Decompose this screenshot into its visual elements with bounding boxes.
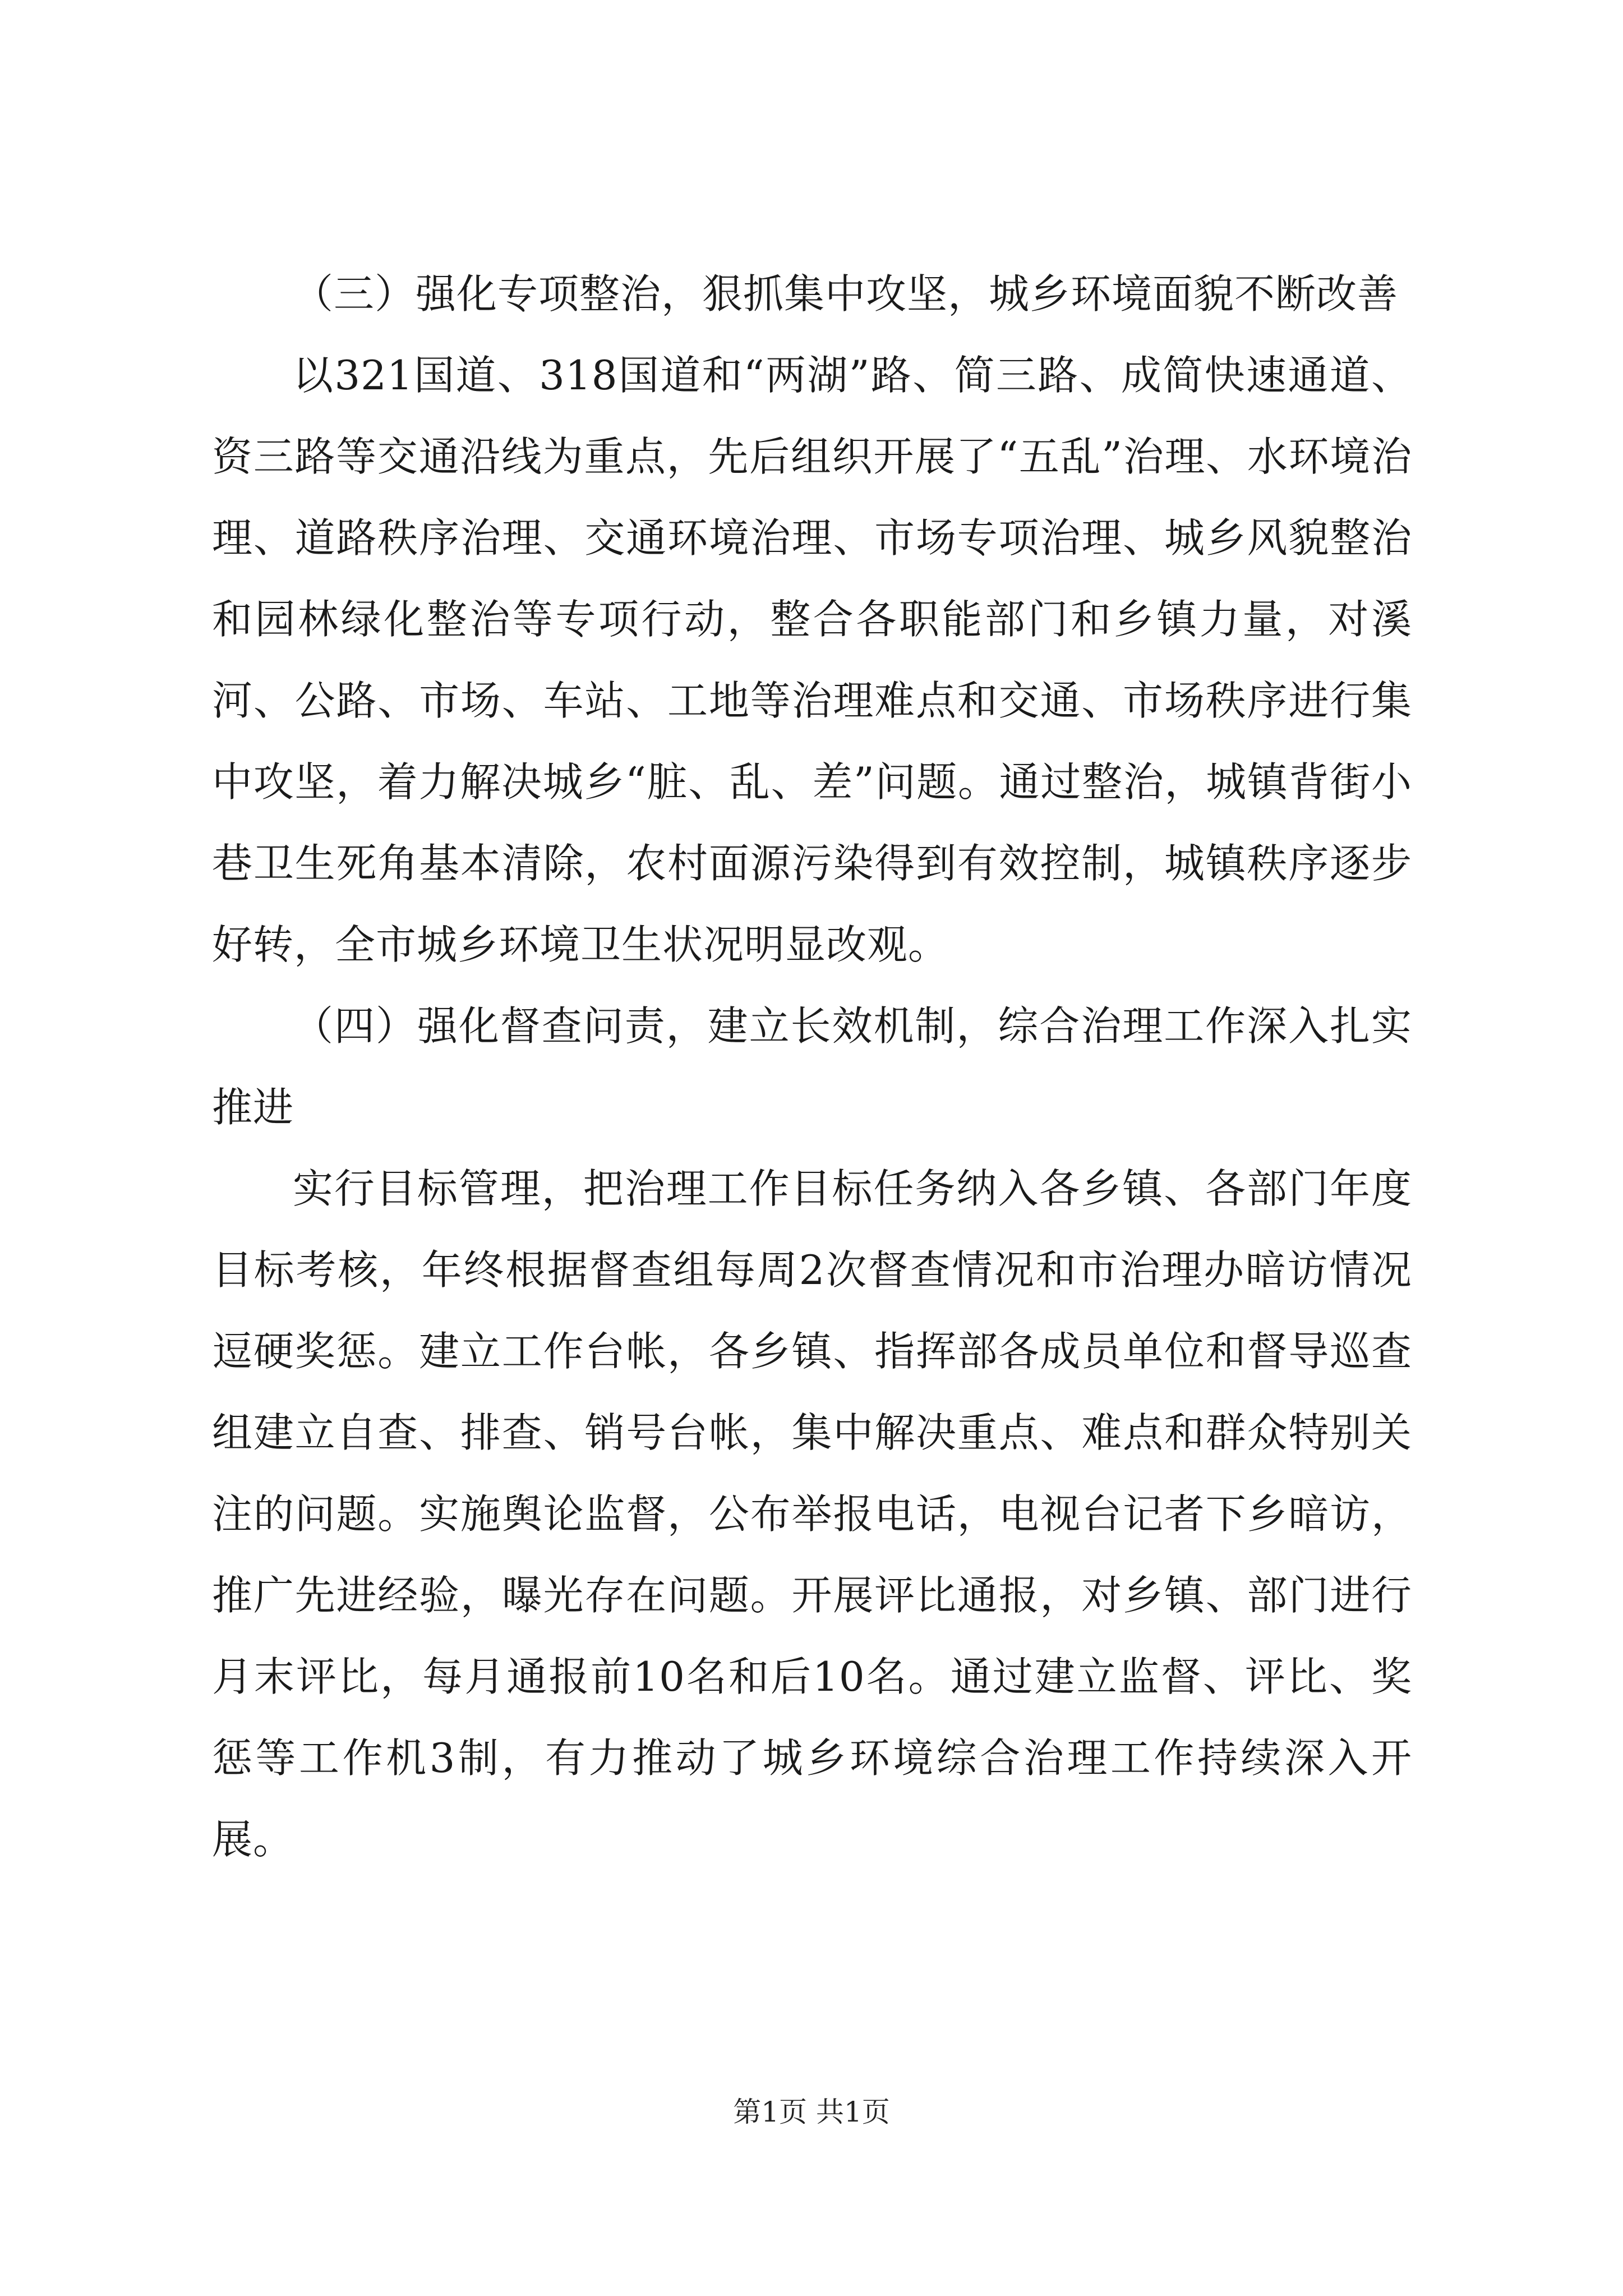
section-heading-4: （四）强化督查问责，建立长效机制，综合治理工作深入扎实推进 <box>212 1002 1412 1131</box>
page-footer: 第1页 共1页 <box>733 2096 890 2128</box>
section-heading-3: （三）强化专项整治，狠抓集中攻坚，城乡环境面貌不断改善 <box>293 270 1399 318</box>
section-paragraph-3: 以321国道、318国道和“两湖”路、简三路、成简快速通道、资三路等交通沿线为重点，先后组织开展了“五乱”治理、水环境治理、道路秩序治理、交通环境治理、市场专项治理、城乡风貌整治和园林绿化整治等专项行动，整合各职能部门和乡镇力量，对溪河、公路、市场、车站、工地等治理难点和交通、市场秩序进行集中攻坚，着力解决城乡“脏、乱、差”问题。通过整治，城镇背街小巷卫生死角基本清除，农村面源污染得到有效控制，城镇秩序逐步好转，全市城乡环境卫生状况明显改观。 <box>212 352 1412 968</box>
document-body <box>212 254 1412 1880</box>
section-paragraph-4: 实行目标管理，把治理工作目标任务纳入各乡镇、各部门年度目标考核，年终根据督查组每周2次督查情况和市治理办暗访情况逗硬奖惩。建立工作台帐，各乡镇、指挥部各成员单位和督导巡查组建立自查、排查、销号台帐，集中解决重点、难点和群众特别关注的问题。实施舆论监督，公布举报电话，电视台记者下乡暗访，推广先进经验，曝光存在问题。开展评比通报，对乡镇、部门进行月末评比，每月通报前10名和后10名。通过建立监督、评比、奖惩等工作机3制，有力推动了城乡环境综合治理工作持续深入开展。 <box>212 1165 1412 1863</box>
